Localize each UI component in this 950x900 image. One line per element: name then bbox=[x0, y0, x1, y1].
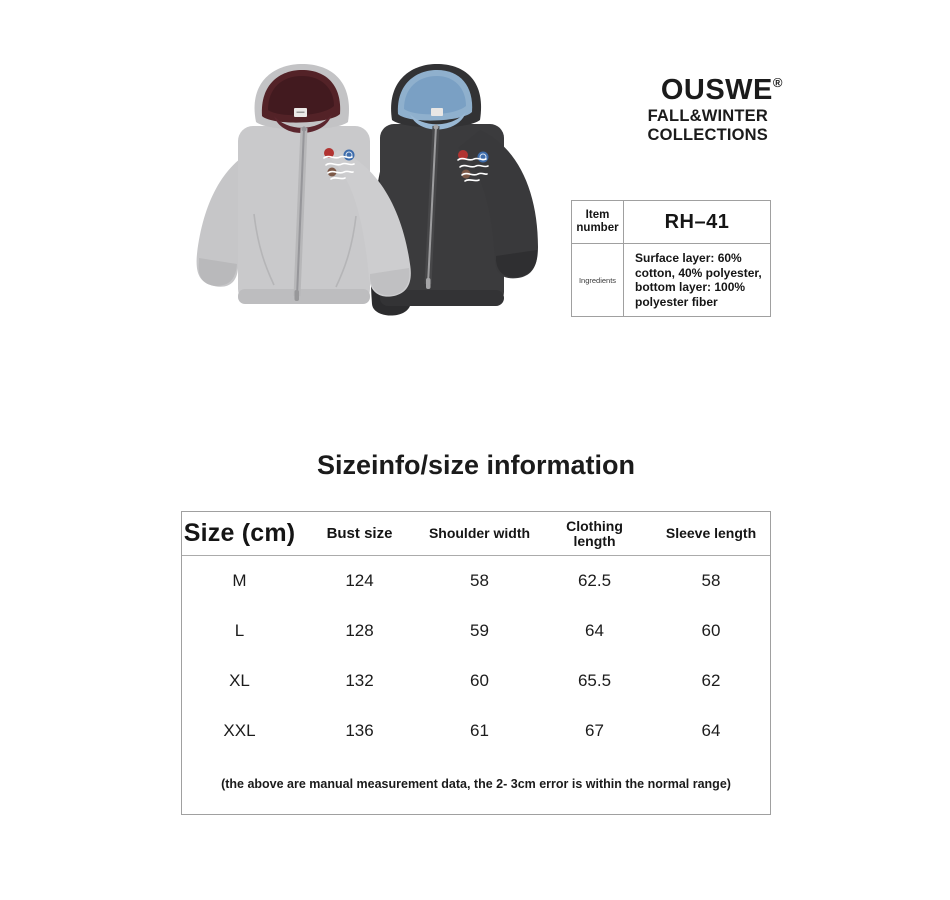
brand-block bbox=[595, 66, 783, 144]
table-row-xl bbox=[182, 656, 770, 706]
size-value: XXL bbox=[223, 721, 256, 740]
bust-value: 128 bbox=[345, 621, 374, 640]
product-photo bbox=[180, 52, 560, 330]
shoulder-value: 61 bbox=[470, 721, 489, 740]
bust-value: 132 bbox=[345, 671, 374, 690]
hoodies-illustration bbox=[180, 52, 560, 330]
length-value: 62.5 bbox=[577, 571, 612, 590]
size-value: M bbox=[232, 571, 247, 590]
table-row-l bbox=[182, 606, 770, 656]
bust-value: 124 bbox=[345, 571, 374, 590]
brand-collection-line2: COLLECTIONS bbox=[647, 125, 768, 144]
col-header-clothing-length: Clothing length bbox=[566, 517, 623, 549]
item-info-table bbox=[571, 200, 771, 317]
bust-value: 136 bbox=[345, 721, 374, 740]
brand-logo: OUSWE® bbox=[660, 74, 783, 106]
item-number-value: RH–41 bbox=[624, 201, 770, 244]
shoulder-value: 58 bbox=[470, 571, 489, 590]
zipper-pull bbox=[295, 290, 300, 301]
size-value: XL bbox=[229, 671, 250, 690]
table-row-m bbox=[182, 556, 770, 606]
zipper-pull bbox=[426, 278, 431, 289]
size-table bbox=[181, 511, 771, 815]
sleeve-value: 62 bbox=[701, 671, 721, 690]
length-value: 67 bbox=[585, 721, 604, 740]
length-value: 65.5 bbox=[577, 671, 612, 690]
ingredients-value: Surface layer: 60% cotton, 40% polyester, bottom layer: 100% polyester fiber bbox=[635, 251, 762, 309]
gray-hoodie bbox=[197, 64, 411, 304]
sleeve-value: 58 bbox=[701, 571, 721, 590]
neck-label bbox=[431, 108, 443, 116]
col-header-bust: Bust size bbox=[326, 525, 393, 542]
brand-collection-line1: FALL&WINTER bbox=[647, 107, 768, 125]
size-table-header bbox=[182, 512, 770, 556]
measurement-note: (the above are manual measurement data, the 2- 3cm error is within the normal range) bbox=[221, 777, 731, 791]
table-row-xxl bbox=[182, 706, 770, 756]
length-value: 64 bbox=[585, 621, 604, 640]
registered-trademark-icon: ® bbox=[772, 75, 783, 90]
size-section-title: Sizeinfo/size information bbox=[316, 450, 636, 480]
size-value: L bbox=[234, 621, 245, 640]
ingredients-label: Ingredients bbox=[572, 244, 624, 316]
shoulder-value: 59 bbox=[470, 621, 489, 640]
item-number-label: Item number bbox=[572, 201, 624, 244]
sleeve-value: 64 bbox=[701, 721, 721, 740]
col-header-size: Size (cm) bbox=[183, 519, 296, 547]
shoulder-value: 60 bbox=[470, 671, 489, 690]
col-header-shoulder: Shoulder width bbox=[428, 525, 531, 541]
col-header-sleeve-length: Sleeve length bbox=[665, 525, 757, 541]
sleeve-value: 60 bbox=[701, 621, 721, 640]
